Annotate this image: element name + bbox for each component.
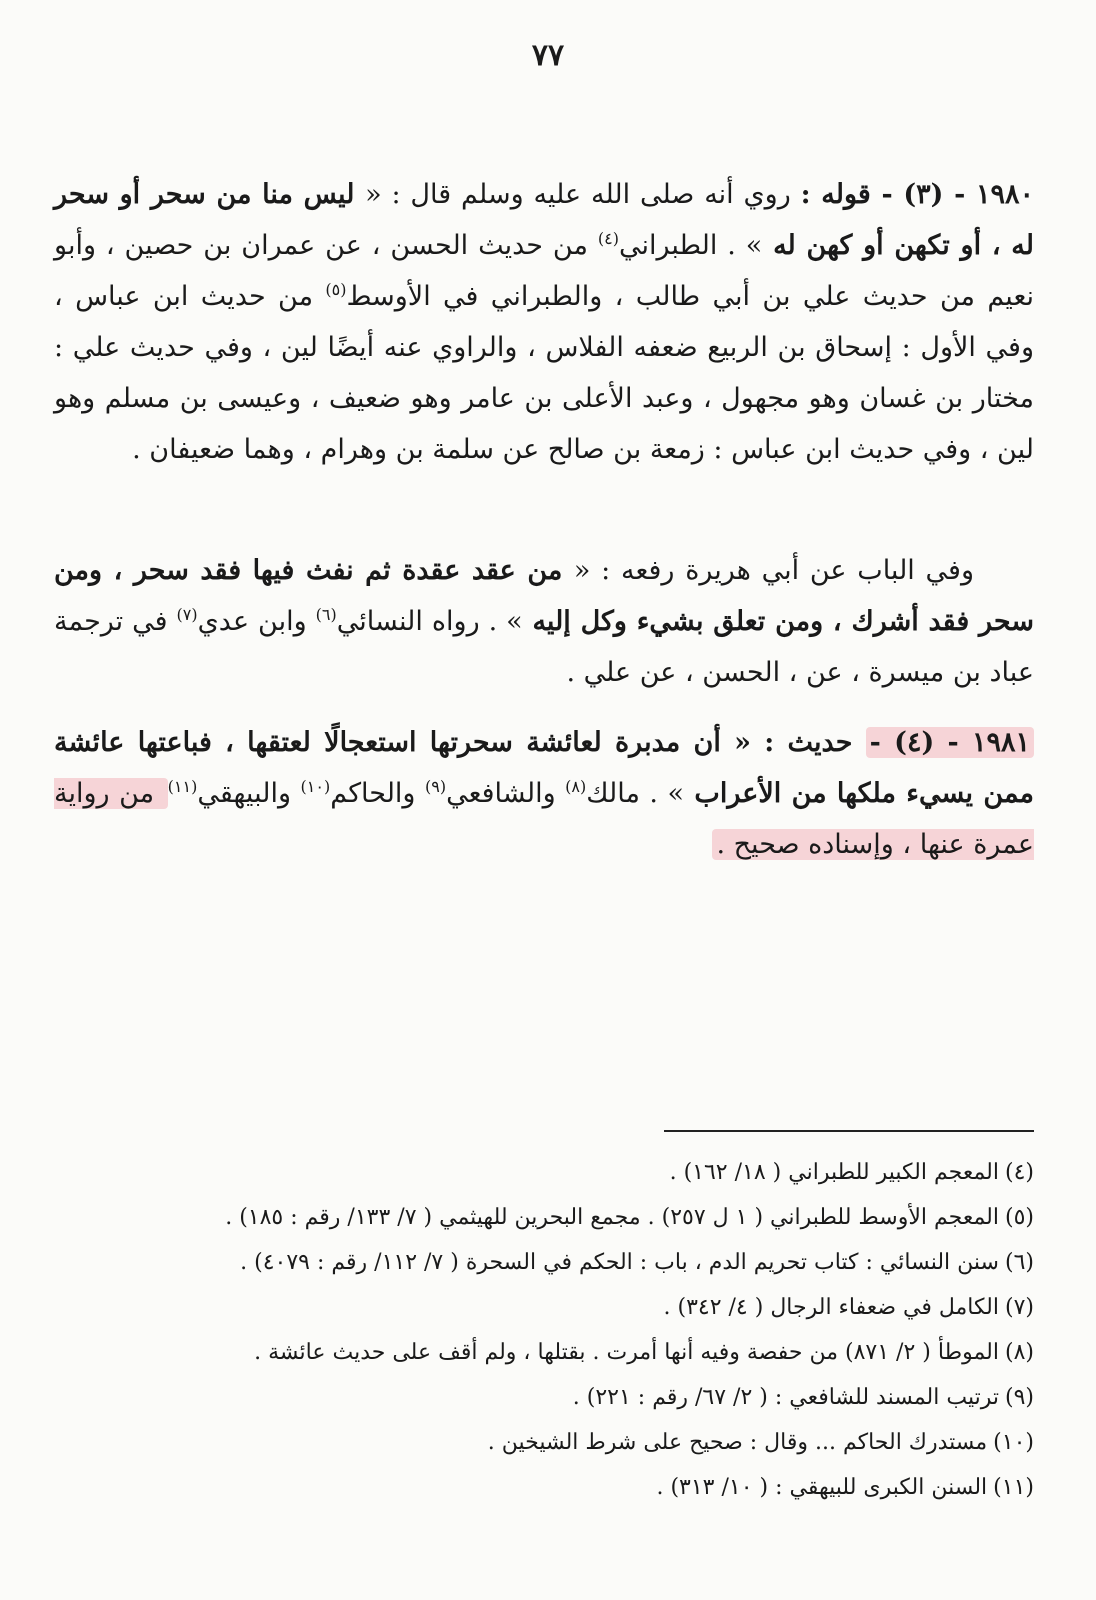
footnote-text: مستدرك الحاكم ... وقال : صحيح على شرط الشيخين . bbox=[487, 1430, 988, 1455]
paragraph-abu-hurairah bbox=[54, 545, 1034, 698]
after-hadith-text: » . رواه النسائي bbox=[336, 606, 523, 637]
footnote-divider bbox=[664, 1130, 1034, 1132]
footnote-7 bbox=[54, 1285, 1034, 1330]
footnote-8 bbox=[54, 1330, 1034, 1375]
entry-number-1981: ١٩٨١ - (٤) - bbox=[866, 727, 1034, 758]
hadith-label: حديث : « bbox=[734, 727, 866, 758]
footnote-text: الكامل في ضعفاء الرجال ( ٤/ ٣٤٢) . bbox=[663, 1295, 999, 1320]
footnote-text: سنن النسائي : كتاب تحريم الدم ، باب : الحكم في السحرة ( ٧/ ١١٢/ رقم : ٤٠٧٩) . bbox=[240, 1250, 999, 1275]
footnote-text: الموطأ ( ٢/ ٨٧١) من حفصة وفيه أنها أمرت . بقتلها ، ولم أقف على حديث عائشة . bbox=[254, 1340, 999, 1365]
footnote-5 bbox=[54, 1195, 1034, 1240]
footnote-10 bbox=[54, 1420, 1034, 1465]
paragraph-1980 bbox=[54, 169, 1034, 475]
footnote-text: المعجم الكبير للطبراني ( ١٨/ ١٦٢) . bbox=[669, 1160, 999, 1185]
footnote-text: المعجم الأوسط للطبراني ( ١ ل ٢٥٧) . مجمع البحرين للهيثمي ( ٧/ ١٣٣/ رقم : ١٨٥) . bbox=[225, 1205, 999, 1230]
footnote-ref-7[interactable]: (٧) bbox=[176, 605, 198, 624]
hadith-text: من عقد عقدة ثم نفث فيها فقد سحر ، ومن سحر فقد أشرك ، ومن تعلق بشيء وكل إليه bbox=[54, 555, 1034, 637]
footnote-ref-11[interactable]: (١١) bbox=[167, 777, 198, 796]
footnote-number: (١١) bbox=[993, 1475, 1034, 1500]
footnote-number: (٦) bbox=[1004, 1250, 1034, 1275]
footnote-4 bbox=[54, 1150, 1034, 1195]
commentary-text: والشافعي bbox=[446, 778, 566, 809]
footnote-ref-8[interactable]: (٨) bbox=[565, 777, 587, 796]
footnote-number: (٧) bbox=[1004, 1295, 1034, 1320]
footnote-11 bbox=[54, 1465, 1034, 1510]
intro-text: وفي الباب عن أبي هريرة رفعه : « bbox=[573, 555, 974, 586]
footnote-ref-5[interactable]: (٥) bbox=[325, 280, 347, 299]
footnote-6 bbox=[54, 1240, 1034, 1285]
footnote-text: السنن الكبرى للبيهقي : ( ١٠/ ٣١٣) . bbox=[656, 1475, 988, 1500]
page-number: ٧٧ bbox=[531, 38, 565, 73]
footnote-ref-9[interactable]: (٩) bbox=[425, 777, 447, 796]
footnotes-list bbox=[54, 1150, 1034, 1510]
paragraph-1981 bbox=[54, 717, 1034, 870]
footnote-text: ترتيب المسند للشافعي : ( ٢/ ٦٧/ رقم : ٢٢١) . bbox=[572, 1385, 999, 1410]
commentary-text: والحاكم bbox=[330, 778, 425, 809]
commentary-text: من حديث الحسن ، عن عمران بن حصين ، وأبو نعيم من حديث علي بن أبي طالب ، والطبراني في الأوسط bbox=[54, 230, 1034, 312]
commentary-text: والبيهقي bbox=[197, 778, 301, 809]
intro-text: روي أنه صلى الله عليه وسلم قال : « bbox=[365, 179, 801, 210]
footnote-number: (٥) bbox=[1004, 1205, 1034, 1230]
hadith-text: ليس منا من سحر أو سحر له ، أو تكهن أو كهن له bbox=[54, 179, 1034, 261]
footnote-ref-6[interactable]: (٦) bbox=[315, 605, 337, 624]
footnote-ref-4[interactable]: (٤) bbox=[597, 229, 619, 248]
commentary-text: من حديث ابن عباس ، وفي الأول : إسحاق بن الربيع ضعفه الفلاس ، والراوي عنه أيضًا لين ، وفي حديث علي : مختار بن غسان وهو مجهول ، وعبد الأعلى بن عامر وهو ضعيف ، وعيسى بن مسلم وهو لين ، وفي حديث ابن عباس : زمعة بن صالح عن سلمة بن وهرام ، وهما ضعيفان . bbox=[54, 281, 1034, 465]
after-hadith-text: » . الطبراني bbox=[618, 230, 763, 261]
entry-number-1980: ١٩٨٠ - (٣) - قوله : bbox=[800, 179, 1034, 210]
footnote-ref-10[interactable]: (١٠) bbox=[300, 777, 331, 796]
after-hadith-text: » . مالك bbox=[586, 778, 685, 809]
commentary-text: في ترجمة عباد بن ميسرة ، عن ، الحسن ، عن علي . bbox=[54, 606, 1034, 688]
hadith-text: أن مدبرة لعائشة سحرتها استعجالًا لعتقها ، فباعتها عائشة ممن يسيء ملكها من الأعراب bbox=[54, 727, 1035, 809]
footnote-number: (٨) bbox=[1004, 1340, 1034, 1365]
highlighted-text: من رواية عمرة عنها ، وإسناده صحيح . bbox=[54, 778, 1034, 860]
commentary-text: وابن عدي bbox=[197, 606, 316, 637]
footnote-number: (٩) bbox=[1004, 1385, 1034, 1410]
footnote-9 bbox=[54, 1375, 1034, 1420]
footnote-number: (٤) bbox=[1004, 1160, 1034, 1185]
footnote-number: (١٠) bbox=[993, 1430, 1034, 1455]
